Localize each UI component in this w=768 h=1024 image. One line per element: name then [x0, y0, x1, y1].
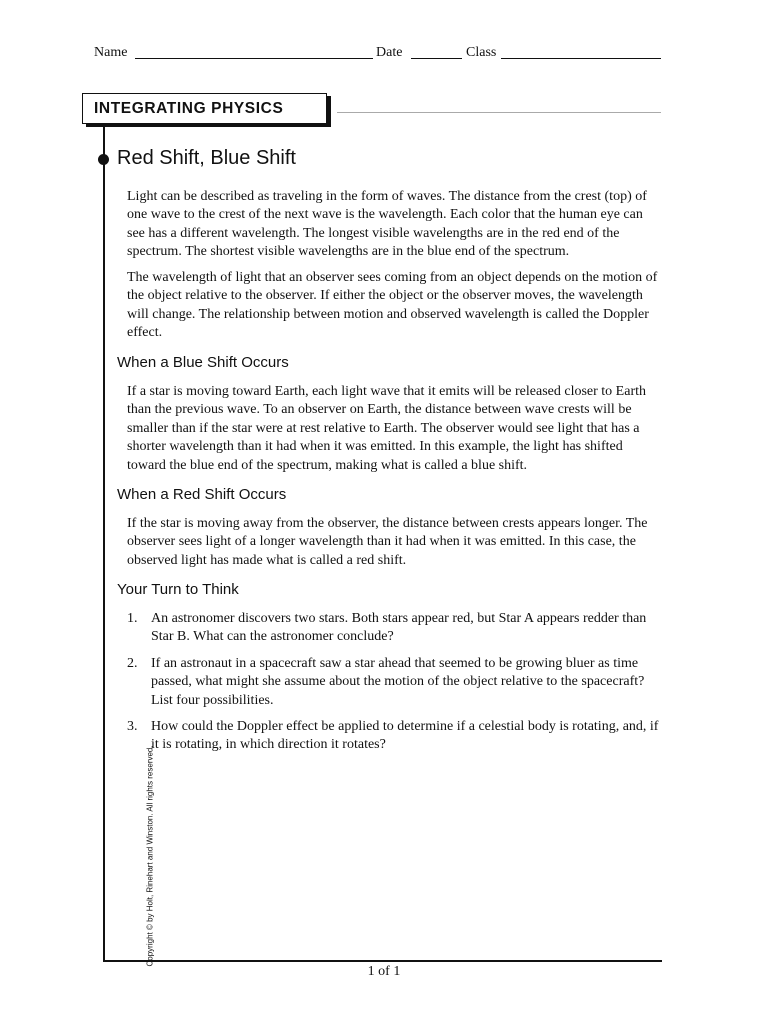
page-number: 1 of 1 [367, 964, 401, 979]
red-shift-heading: When a Red Shift Occurs [117, 486, 287, 503]
question-text: If an astronaut in a spacecraft saw a star ahead that seemed to be growing bluer as time passed, what might she assume about the motion of the object relative to the spacecraft? List four possibilities. [151, 655, 645, 708]
page-title: Red Shift, Blue Shift [117, 147, 296, 169]
question-item [127, 718, 663, 755]
question-item [127, 610, 663, 647]
section-banner: INTEGRATING PHYSICS [94, 100, 284, 117]
date-blank[interactable] [411, 58, 462, 59]
intro-paragraph-2: The wavelength of light that an observer sees coming from an object depends on the motion of the object relative to the observer. If either the object or the observer moves, the wavelength will change. The relationship between motion and observed wavelength is called the Doppler effect. [127, 270, 658, 341]
bottom-rule [103, 960, 662, 962]
class-label: Class [466, 45, 497, 60]
left-margin-rule [103, 127, 105, 962]
question-list [127, 610, 663, 763]
blue-shift-paragraph: If a star is moving toward Earth, each light wave that it emits will be released closer to Earth than the previous wave. To an observer on Earth, the distance between wave crests will be smaller than if the star were at rest relative to Earth. The observer would see light that has a shorter wavelength than it had when it was emitted. In this example, the light has shifted toward the blue end of the spectrum, making what is called a blue shift. [127, 384, 646, 473]
copyright-notice: Copyright © by Holt, Rinehart and Winston. All rights reserved. [145, 745, 155, 967]
name-label: Name [94, 45, 128, 60]
red-shift-paragraph: If the star is moving away from the observer, the distance between crests appears longer. The observer sees light of a longer wavelength than it had when it was emitted. In this case, the observed light has made what is called a red shift. [127, 516, 648, 568]
date-label: Date [376, 45, 403, 60]
question-number: 2. [127, 655, 138, 671]
question-text: An astronomer discovers two stars. Both stars appear red, but Star A appears redder than Star B. What can the astronomer conclude? [151, 611, 647, 645]
name-blank[interactable] [135, 58, 373, 59]
blue-shift-heading: When a Blue Shift Occurs [117, 354, 289, 371]
class-blank[interactable] [501, 58, 661, 59]
question-item [127, 655, 663, 710]
question-number: 1. [127, 611, 138, 626]
banner-rule [337, 112, 661, 113]
question-number: 3. [127, 719, 138, 735]
title-bullet [98, 154, 109, 165]
your-turn-heading: Your Turn to Think [117, 581, 239, 598]
question-text: How could the Doppler effect be applied to determine if a celestial body is rotating, and, if it is rotating, in which direction it rotates? [151, 719, 659, 753]
intro-paragraph-1: Light can be described as traveling in the form of waves. The distance from the crest (top) of one wave to the crest of the next wave is the wavelength. Each color that the human eye can see has a different wavelength. The longest visible wavelengths are in the red end of the spectrum. The shortest visible wavelengths are in the blue end of the spectrum. [127, 189, 647, 260]
